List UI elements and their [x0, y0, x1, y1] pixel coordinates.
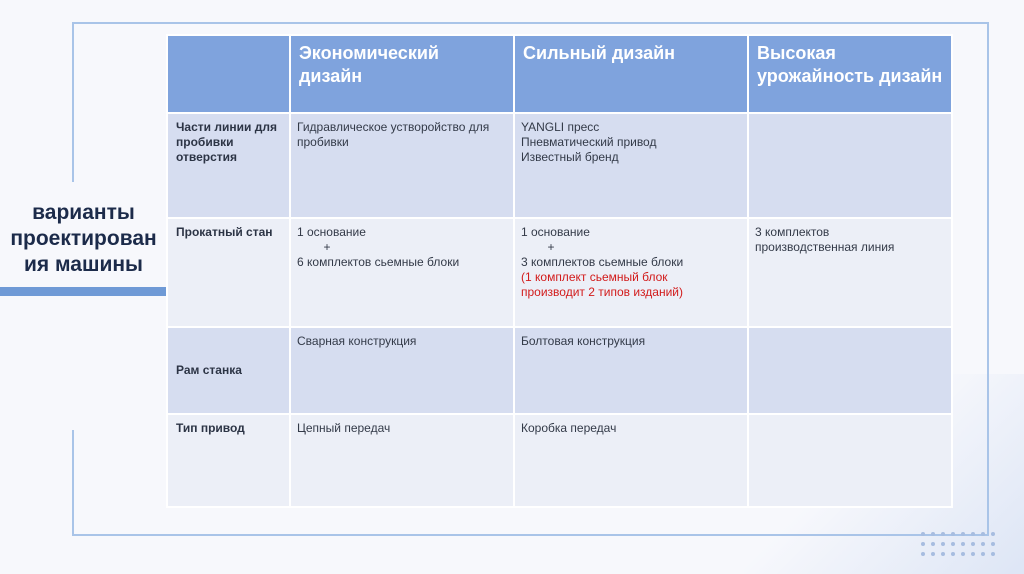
- decorative-dot: [991, 532, 995, 536]
- cell-note-red: производит 2 типов изданий): [521, 285, 683, 299]
- cell-text: производственная линия: [755, 240, 895, 254]
- cell-text: 1 основание: [521, 225, 590, 239]
- decorative-dot: [961, 542, 965, 546]
- cell-text: 3 комплектов сьемные блоки: [521, 255, 684, 269]
- row-label: Прокатный стан: [167, 218, 290, 327]
- plus-sign: +: [323, 240, 331, 254]
- decorative-dot: [921, 542, 925, 546]
- table-cell: [748, 414, 952, 507]
- table-cell: [514, 218, 748, 327]
- title-accent-bar: [0, 287, 167, 296]
- decorative-dot: [951, 552, 955, 556]
- row-label: Части линии для пробивки отверстия: [167, 113, 290, 218]
- header-cell-empty: [167, 35, 290, 113]
- decorative-dot: [941, 532, 945, 536]
- cell-text: YANGLI пресс: [521, 120, 600, 134]
- header-cell-high-yield: Высокая урожайность дизайн: [748, 35, 952, 113]
- decorative-dot: [991, 542, 995, 546]
- frame-line-right: [987, 22, 989, 536]
- table-cell: [748, 327, 952, 414]
- decorative-dot: [951, 542, 955, 546]
- slide-title-line: варианты: [32, 201, 135, 224]
- cell-text: Сварная конструкция: [297, 334, 417, 348]
- decorative-dot: [981, 542, 985, 546]
- slide-title-line: проектирован: [10, 227, 157, 250]
- decorative-dot: [931, 552, 935, 556]
- table-cell: [290, 327, 514, 414]
- decorative-dots: [921, 532, 1001, 558]
- table-cell: [748, 113, 952, 218]
- table-cell: [514, 414, 748, 507]
- cell-text: 1 основание: [297, 225, 366, 239]
- frame-line-left-bottom: [72, 430, 74, 536]
- table-row: [167, 327, 952, 414]
- slide-title-line: ия машины: [24, 253, 143, 276]
- cell-note-red: (1 комплект сьемный блок: [521, 270, 668, 284]
- slide-title: [0, 200, 167, 278]
- table-row: [167, 113, 952, 218]
- frame-line-bottom: [72, 534, 989, 536]
- table-row: [167, 218, 952, 327]
- decorative-dot: [961, 532, 965, 536]
- cell-text: Болтовая конструкция: [521, 334, 646, 348]
- row-label: Тип привод: [167, 414, 290, 507]
- header-cell-strong: Сильный дизайн: [514, 35, 748, 113]
- decorative-dot: [931, 532, 935, 536]
- decorative-dot: [961, 552, 965, 556]
- decorative-dot: [971, 532, 975, 536]
- decorative-dot: [921, 552, 925, 556]
- decorative-dot: [921, 532, 925, 536]
- cell-text: Коробка передач: [521, 421, 617, 435]
- table-cell: [290, 113, 514, 218]
- decorative-dot: [991, 552, 995, 556]
- header-cell-economy: Экономический дизайн: [290, 35, 514, 113]
- cell-text: 6 комплектов сьемные блоки: [297, 255, 460, 269]
- table-header-row: [167, 35, 952, 113]
- cell-text: Гидравлическое устворойство для пробивки: [297, 120, 490, 149]
- table-cell: [514, 327, 748, 414]
- cell-text: [297, 240, 507, 255]
- decorative-dot: [971, 542, 975, 546]
- table-row: [167, 414, 952, 507]
- table-cell: [514, 113, 748, 218]
- table-cell: [290, 218, 514, 327]
- cell-text: [521, 240, 741, 255]
- plus-sign: +: [547, 240, 555, 254]
- decorative-dot: [941, 552, 945, 556]
- frame-line-left-top: [72, 22, 74, 182]
- decorative-dot: [971, 552, 975, 556]
- cell-text: Пневматический привод: [521, 135, 657, 149]
- frame-line-top: [72, 22, 989, 24]
- table-cell: [748, 218, 952, 327]
- decorative-dot: [941, 542, 945, 546]
- decorative-dot: [931, 542, 935, 546]
- cell-text: Цепный передач: [297, 421, 391, 435]
- cell-text: 3 комплектов: [755, 225, 830, 239]
- row-label: Рам станка: [167, 327, 290, 414]
- cell-text: Известный бренд: [521, 150, 619, 164]
- decorative-dot: [981, 532, 985, 536]
- decorative-dot: [981, 552, 985, 556]
- comparison-table: [166, 34, 953, 508]
- decorative-dot: [951, 532, 955, 536]
- table-cell: [290, 414, 514, 507]
